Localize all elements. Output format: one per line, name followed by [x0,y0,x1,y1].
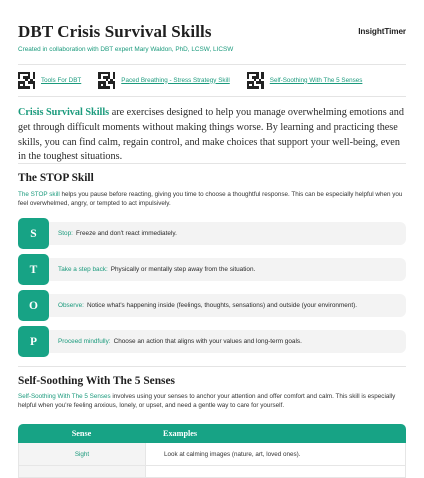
sense-cell: Sight [19,443,146,465]
resource-link-label[interactable]: Tools For DBT [41,76,82,84]
header [18,22,406,53]
resource-link-self-soothing[interactable] [247,72,363,89]
step-description: Notice what's happening inside (feelings, thoughts, sensations) and outside (your environment). [86,302,358,309]
page-title: DBT Crisis Survival Skills [18,22,212,41]
step-text [58,294,398,317]
step-text [58,258,398,281]
step-letter-badge: P [18,326,49,357]
stop-step [18,326,406,357]
senses-heading: Self-Soothing With The 5 Senses [18,375,175,387]
step-term: Proceed mindfully: [58,338,111,345]
step-description: Physically or mentally step away from the situation. [110,266,256,273]
resource-links [18,70,406,90]
step-text [58,330,398,353]
qr-code-icon [247,72,264,89]
qr-code-icon [98,72,115,89]
senses-description-highlight: Self-Soothing With The 5 Senses [18,393,111,400]
divider [18,64,406,65]
stop-step [18,254,406,285]
divider [18,96,406,97]
stop-description [18,190,406,208]
resource-link-paced-breathing[interactable] [98,72,230,89]
step-letter-badge: T [18,254,49,285]
step-letter-badge: O [18,290,49,321]
stop-description-highlight: The STOP skill [18,191,60,198]
intro-highlight: Crisis Survival Skills [18,107,110,118]
table-row [18,443,406,466]
senses-description-text: involves using your senses to anchor your attention and offer comfort and calm. This skill is especially helpful when you're feeling anxious, lonely, or upset, and need a gentle way to care for yourself. [18,393,396,410]
example-cell: Look at calming images (nature, art, loved ones). [164,450,301,458]
divider [18,366,406,367]
column-header-examples: Examples [163,429,198,438]
senses-table [18,424,406,478]
brand-logo: InsightTimer [358,27,406,36]
table-row [18,466,406,478]
stop-step [18,290,406,321]
intro-text: are exercises designed to help you manage overwhelming emotions and get through difficult moments without making things worse. By learning and practicing these skills, you can find calm, regain control, and make choices that support your well-being, even in the toughest situations. [18,107,404,163]
sense-cell [19,466,146,477]
column-header-sense: Sense [71,429,92,438]
step-description: Choose an action that aligns with your values and long-term goals. [113,338,302,345]
step-description: Freeze and don't react immediately. [75,230,177,237]
senses-description [18,392,406,410]
page-subtitle: Created in collaboration with DBT expert Mary Waldon, PhD, LCSW, LICSW [18,46,234,53]
step-term: Take a step back: [58,266,108,273]
resource-link-label[interactable]: Self-Soothing With The 5 Senses [269,76,363,84]
stop-step [18,218,406,249]
qr-code-icon [18,72,35,89]
step-term: Observe: [58,302,84,309]
resource-link-tools-for-dbt[interactable] [18,72,81,89]
stop-description-text: helps you pause before reacting, giving you time to choose a thoughtful response. This can be especially helpful when you feel overwhelmed, angry, or tempted to act impulsively. [18,191,403,208]
table-header [18,424,406,443]
step-letter-badge: S [18,218,49,249]
intro-paragraph [18,106,406,165]
divider [18,163,406,164]
stop-heading: The STOP Skill [18,172,94,184]
step-term: Stop: [58,230,73,237]
step-text [58,222,398,245]
resource-link-label[interactable]: Paced Breathing - Stress Strategy Skill [121,76,230,84]
